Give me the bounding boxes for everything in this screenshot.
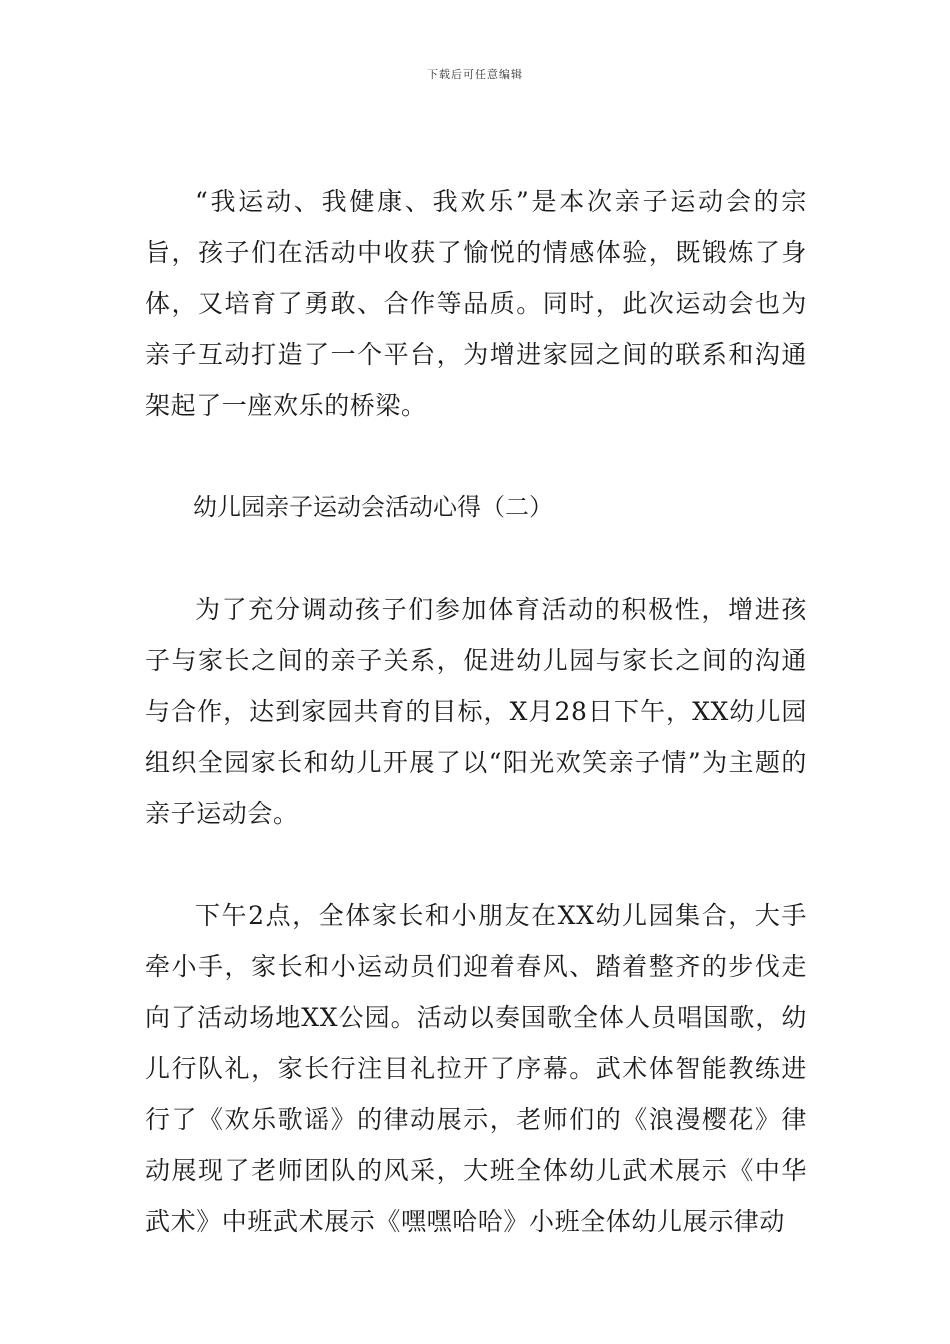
document-body [145, 176, 807, 1247]
paragraph: 为了充分调动孩子们参加体育活动的积极性，增进孩子与家长之间的亲子关系，促进幼儿园与家长之间的沟通与合作，达到家园共育的目标，X月28日下午，XX幼儿园组织全园家长和幼儿开展了以“阳光欢笑亲子情”为主题的亲子运动会。 [145, 595, 807, 828]
paragraph: “我运动、我健康、我欢乐”是本次亲子运动会的宗旨，孩子们在活动中收获了愉悦的情感体验，既锻炼了身体，又培育了勇敢、合作等品质。同时，此次运动会也为亲子互动打造了一个平台，为增进家园之间的联系和沟通架起了一座欢乐的桥梁。 [145, 187, 807, 420]
section-title: 幼儿园亲子运动会活动心得（二） [193, 493, 553, 521]
paragraph-gap [145, 839, 807, 890]
paragraph: 下午2点，全体家长和小朋友在XX幼儿园集合，大手牵小手，家长和小运动员们迎着春风、踏着整齐的步伐走向了活动场地XX公园。活动以奏国歌全体人员唱国歌，幼儿行队礼，家长行注目礼拉开了序幕。武术体智能教练进行了《欢乐歌谣》的律动展示，老师们的《浪漫樱花》律动展现了老师团队的风采，大班全体幼儿武术展示《中华武术》中班武术展示《嘿嘿哈哈》小班全体幼儿展示律动 [145, 901, 807, 1236]
paragraph-gap [145, 431, 807, 482]
paragraph-gap [145, 533, 807, 584]
header-note: 下载后可任意编辑 [427, 68, 523, 81]
